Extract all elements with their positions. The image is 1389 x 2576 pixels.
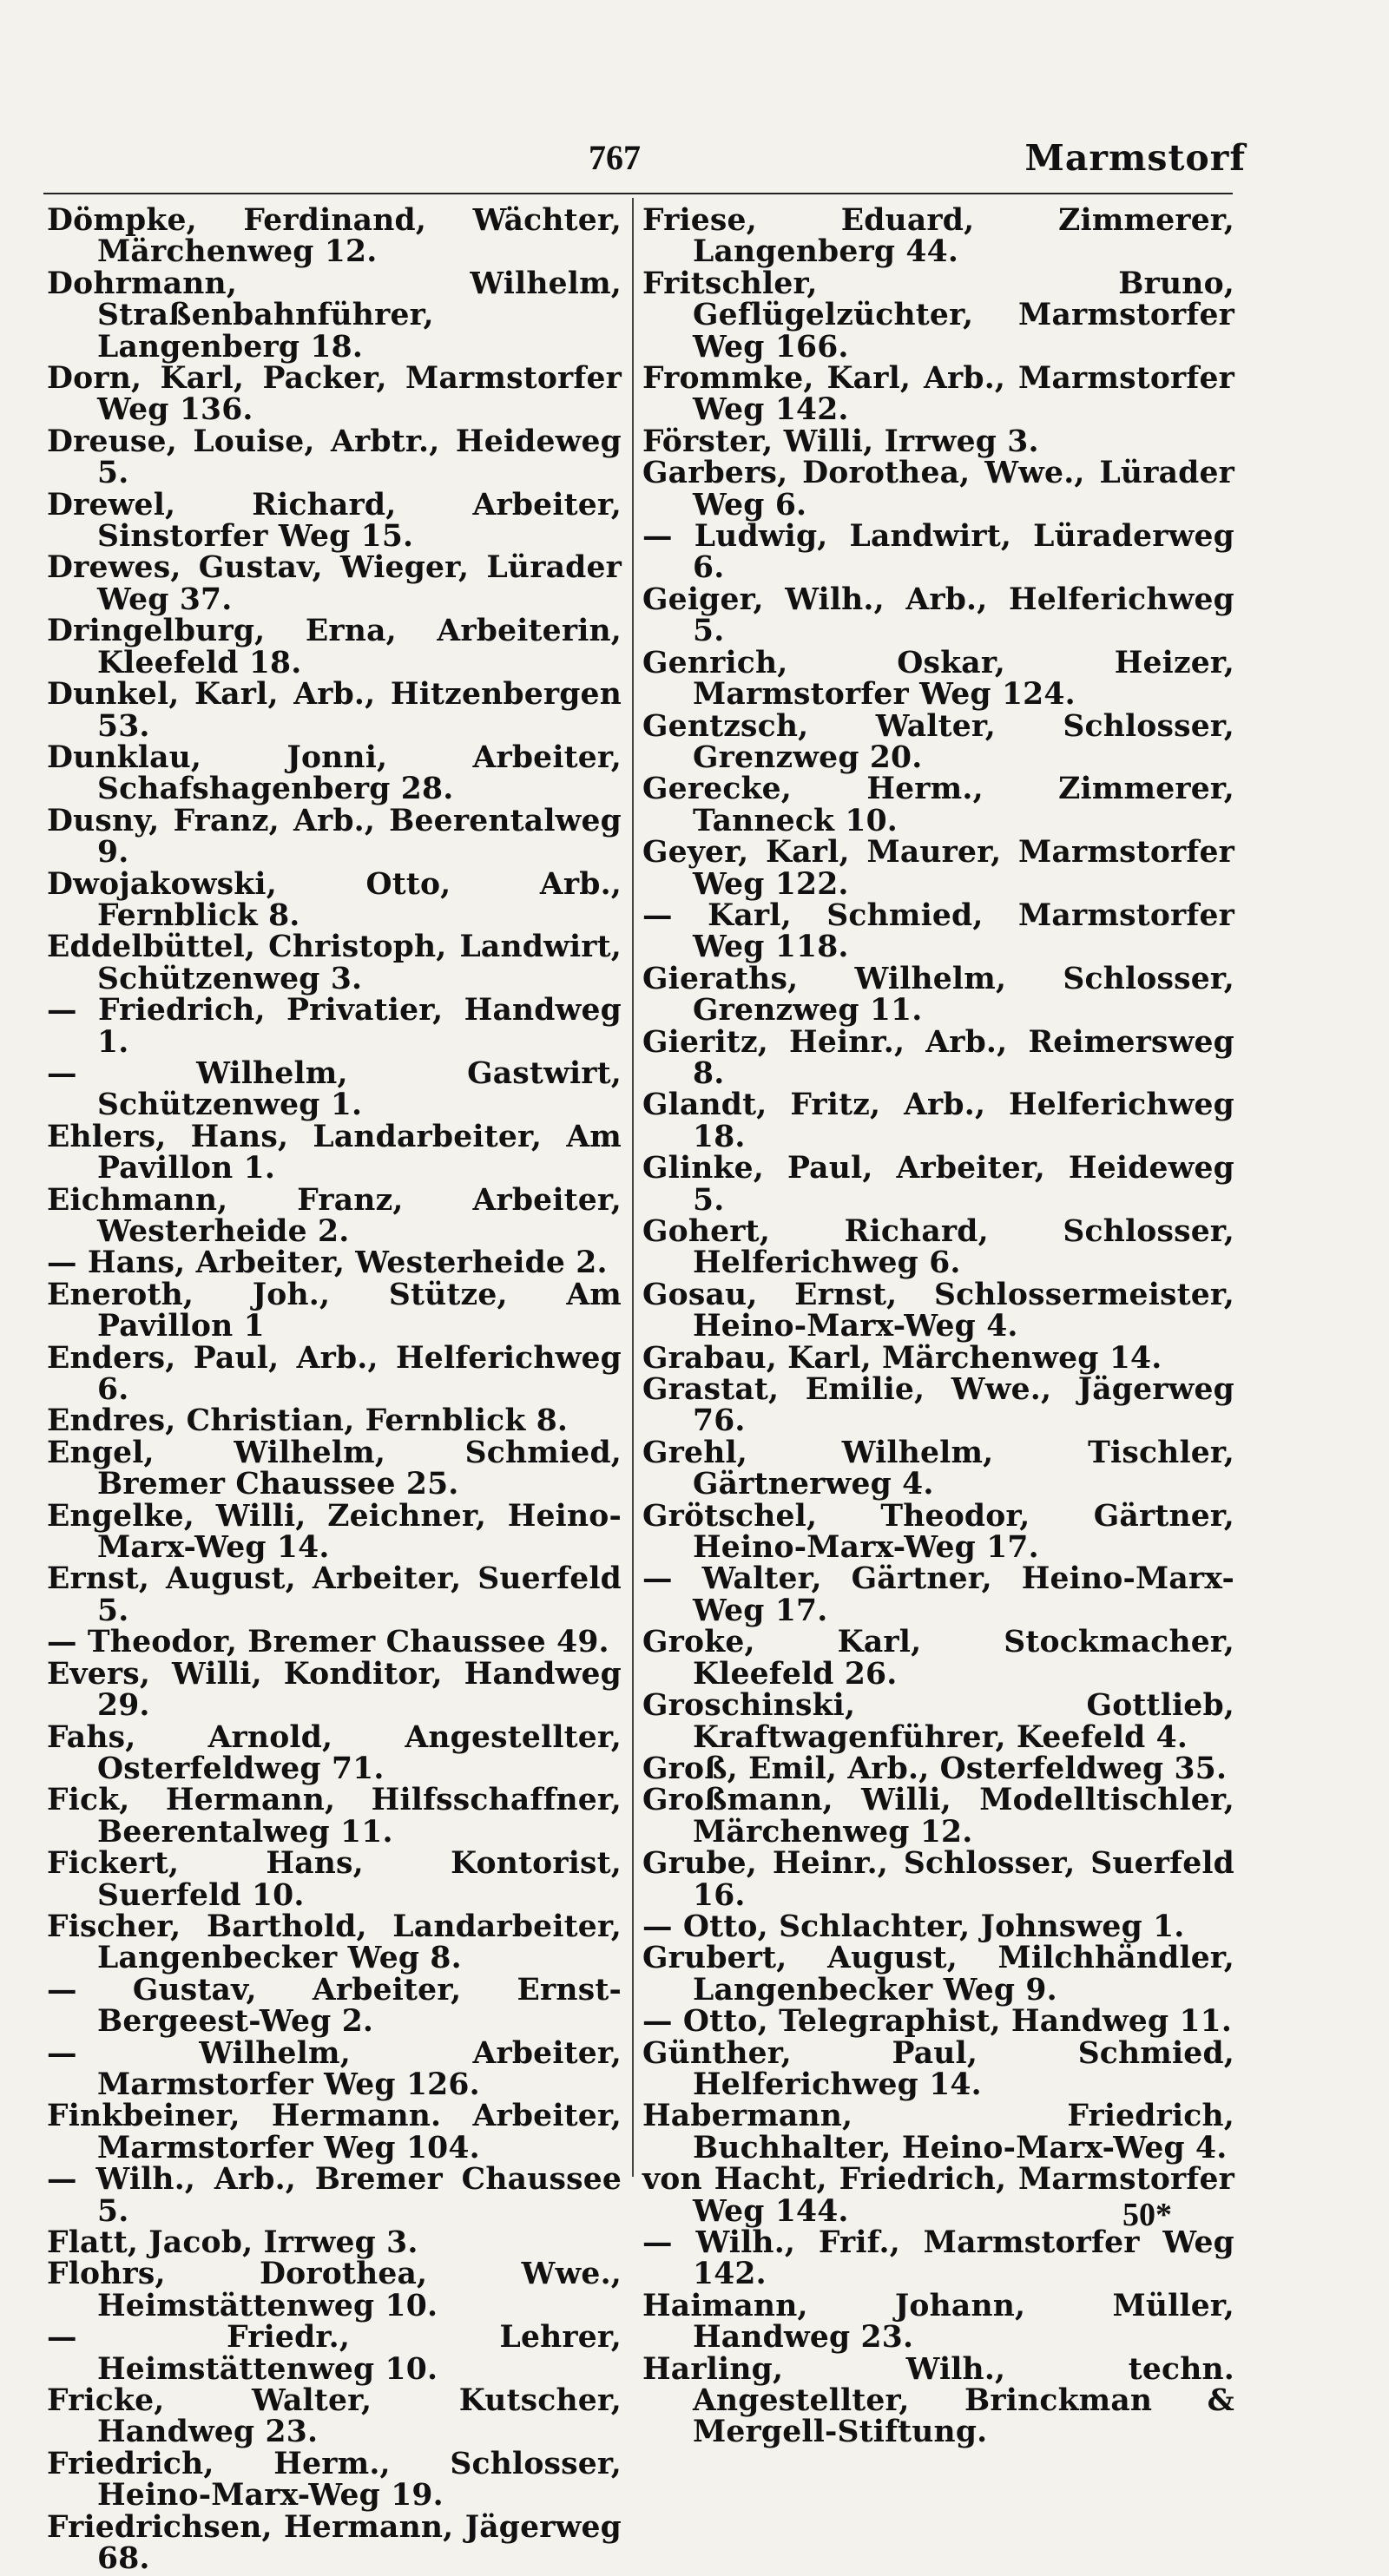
column-separator (632, 198, 634, 2177)
directory-entry: Dorn, Karl, Packer, Marmstorfer Weg 136. (47, 361, 622, 428)
directory-entry: — Wilh., Arb., Bremer Chaussee 5. (47, 2162, 622, 2229)
directory-entry: Harling, Wilh., techn. Angestellter, Brinckman & Mergell-Stiftung. (642, 2351, 1234, 2450)
place-name: Marmstorf (1024, 137, 1246, 179)
directory-entry: — Friedrich, Privatier, Handweg 1. (47, 993, 622, 1060)
directory-entry: Dunkel, Karl, Arb., Hitzenbergen 53. (47, 677, 622, 744)
directory-entry: Glandt, Fritz, Arb., Helferichweg 18. (642, 1088, 1234, 1154)
directory-entry: — Friedr., Lehrer, Heimstättenweg 10. (47, 2320, 622, 2387)
directory-entry: Groß, Emil, Arb., Osterfeldweg 35. (642, 1751, 1228, 1786)
directory-entry: Eddelbüttel, Christoph, Landwirt, Schützenweg 3. (47, 930, 622, 996)
directory-entry: — Karl, Schmied, Marmstorfer Weg 118. (642, 897, 1234, 965)
directory-entry: Grube, Heinr., Schlosser, Suerfeld 16. (642, 1846, 1234, 1913)
directory-entry: Dringelburg, Erna, Arbeiterin, Kleefeld 18. (47, 614, 622, 680)
directory-entry: Grubert, August, Milchhändler, Langenbecker Weg 9. (642, 1941, 1234, 2008)
directory-entry: Flohrs, Dorothea, Wwe., Heimstättenweg 10. (47, 2257, 622, 2323)
directory-entry: — Gustav, Arbeiter, Ernst-Bergeest-Weg 2. (47, 1972, 622, 2040)
directory-entry: Friedrichsen, Hermann, Jägerweg 68. (47, 2509, 622, 2576)
directory-entry: Flatt, Jacob, Irrweg 3. (47, 2225, 418, 2260)
directory-entry: — Wilhelm, Gastwirt, Schützenweg 1. (47, 1055, 622, 1123)
directory-entry: Förster, Willi, Irrweg 3. (642, 424, 1039, 459)
directory-entry: Grötschel, Theodor, Gärtner, Heino-Marx-Weg 17. (642, 1498, 1234, 1566)
directory-entry: Dömpke, Ferdinand, Wächter, Märchenweg 12. (47, 203, 622, 270)
page-header (0, 137, 1389, 189)
directory-entry: Groschinski, Gottlieb, Kraftwagenführer, Keefeld 4. (642, 1688, 1234, 1755)
directory-entry: Dunklau, Jonni, Arbeiter, Schafshagenberg 28. (47, 739, 622, 807)
directory-entry: — Wilh., Frif., Marmstorfer Weg 142. (642, 2225, 1234, 2292)
directory-entry: Drewel, Richard, Arbeiter, Sinstorfer Weg 15. (47, 487, 622, 555)
directory-entry: — Hans, Arbeiter, Westerheide 2. (47, 1245, 608, 1281)
directory-entry: Groke, Karl, Stockmacher, Kleefeld 26. (642, 1625, 1234, 1692)
directory-entry: Gieraths, Wilhelm, Schlosser, Grenzweg 11. (642, 961, 1234, 1028)
page-number: 767 (589, 138, 641, 177)
directory-entry: Gentzsch, Walter, Schlosser, Grenzweg 20. (642, 708, 1234, 775)
directory-entry: Fahs, Arnold, Angestellter, Osterfeldweg 71. (47, 1719, 622, 1786)
directory-entry: Friese, Eduard, Zimmerer, Langenberg 44. (642, 203, 1234, 270)
directory-entry: Haimann, Johann, Müller, Handweg 23. (642, 2288, 1234, 2356)
directory-entry: Engel, Wilhelm, Schmied, Bremer Chaussee 25. (47, 1435, 622, 1502)
header-rule (43, 193, 1233, 194)
directory-entry: Glinke, Paul, Arbeiter, Heideweg 5. (642, 1151, 1234, 1218)
right-column (642, 205, 1234, 2448)
directory-entry: Enders, Paul, Arb., Helferichweg 6. (47, 1340, 622, 1408)
directory-entry: — Ludwig, Landwirt, Lüraderweg 6. (642, 519, 1234, 586)
directory-entry: Gohert, Richard, Schlosser, Helferichweg 6. (642, 1214, 1234, 1281)
directory-entry: Frommke, Karl, Arb., Marmstorfer Weg 142. (642, 361, 1234, 428)
directory-entry: Drewes, Gustav, Wieger, Lürader Weg 37. (47, 550, 622, 617)
directory-entry: Finkbeiner, Hermann. Arbeiter, Marmstorfer Weg 104. (47, 2099, 622, 2165)
directory-entry: Gosau, Ernst, Schlossermeister, Heino-Marx-Weg 4. (642, 1277, 1234, 1344)
directory-entry: Grastat, Emilie, Wwe., Jägerweg 76. (642, 1372, 1234, 1439)
directory-entry: Engelke, Willi, Zeichner, Heino-Marx-Weg 14. (47, 1498, 622, 1566)
directory-entry: Grehl, Wilhelm, Tischler, Gärtnerweg 4. (642, 1435, 1234, 1502)
directory-entry: Evers, Willi, Konditor, Handweg 29. (47, 1656, 622, 1724)
directory-entry: Großmann, Willi, Modelltischler, Märchenweg 12. (642, 1783, 1234, 1850)
directory-entry: Dohrmann, Wilhelm, Straßenbahnführer, Langenberg 18. (47, 266, 622, 365)
directory-entry: Geiger, Wilh., Arb., Helferichweg 5. (642, 582, 1234, 649)
directory-entry: Günther, Paul, Schmied, Helferichweg 14. (642, 2035, 1234, 2102)
directory-entry: Fritschler, Bruno, Geflügelzüchter, Marmstorfer Weg 166. (642, 266, 1234, 365)
directory-entry: Genrich, Oskar, Heizer, Marmstorfer Weg 124. (642, 645, 1234, 713)
directory-entry: von Hacht, Friedrich, Marmstorfer Weg 144. (642, 2162, 1234, 2229)
directory-entry: Friedrich, Herm., Schlosser, Heino-Marx-Weg 19. (47, 2446, 622, 2514)
directory-entry: Gieritz, Heinr., Arb., Reimersweg 8. (642, 1024, 1234, 1091)
directory-entry: Ehlers, Hans, Landarbeiter, Am Pavillon 1. (47, 1119, 622, 1186)
directory-entry: — Wilhelm, Arbeiter, Marmstorfer Weg 126. (47, 2035, 622, 2102)
directory-entry: Eneroth, Joh., Stütze, Am Pavillon 1 (47, 1277, 622, 1344)
directory-entry: Dusny, Franz, Arb., Beerentalweg 9. (47, 803, 622, 871)
directory-entry: Ernst, August, Arbeiter, Suerfeld 5. (47, 1561, 622, 1628)
directory-entry: Fricke, Walter, Kutscher, Handweg 23. (47, 2383, 622, 2450)
directory-entry: — Otto, Telegraphist, Handweg 11. (642, 2004, 1233, 2040)
directory-entry: Gerecke, Herm., Zimmerer, Tanneck 10. (642, 772, 1234, 838)
directory-entry: Fischer, Barthold, Landarbeiter, Langenbecker Weg 8. (47, 1909, 622, 1976)
directory-entry: — Otto, Schlachter, Johnsweg 1. (642, 1909, 1185, 1944)
directory-entry: — Theodor, Bremer Chaussee 49. (47, 1625, 609, 1660)
directory-entry: Garbers, Dorothea, Wwe., Lürader Weg 6. (642, 456, 1234, 522)
directory-entry: Eichmann, Franz, Arbeiter, Westerheide 2. (47, 1182, 622, 1249)
directory-entry: Dreuse, Louise, Arbtr., Heideweg 5. (47, 424, 622, 491)
directory-entry: Fick, Hermann, Hilfsschaffner, Beerentalweg 11. (47, 1783, 622, 1850)
directory-entry: Geyer, Karl, Maurer, Marmstorfer Weg 122. (642, 835, 1234, 902)
directory-entry: Fickert, Hans, Kontorist, Suerfeld 10. (47, 1846, 622, 1913)
directory-entry: — Walter, Gärtner, Heino-Marx-Weg 17. (642, 1561, 1234, 1628)
directory-entry: Grabau, Karl, Märchenweg 14. (642, 1340, 1162, 1376)
directory-entry: Dwojakowski, Otto, Arb., Fernblick 8. (47, 866, 622, 933)
directory-entry: Endres, Christian, Fernblick 8. (47, 1403, 569, 1439)
signature-mark: 50* (1122, 2197, 1172, 2233)
directory-entry: Habermann, Friedrich, Buchhalter, Heino-Marx-Weg 4. (642, 2099, 1234, 2165)
left-column (47, 205, 622, 2574)
